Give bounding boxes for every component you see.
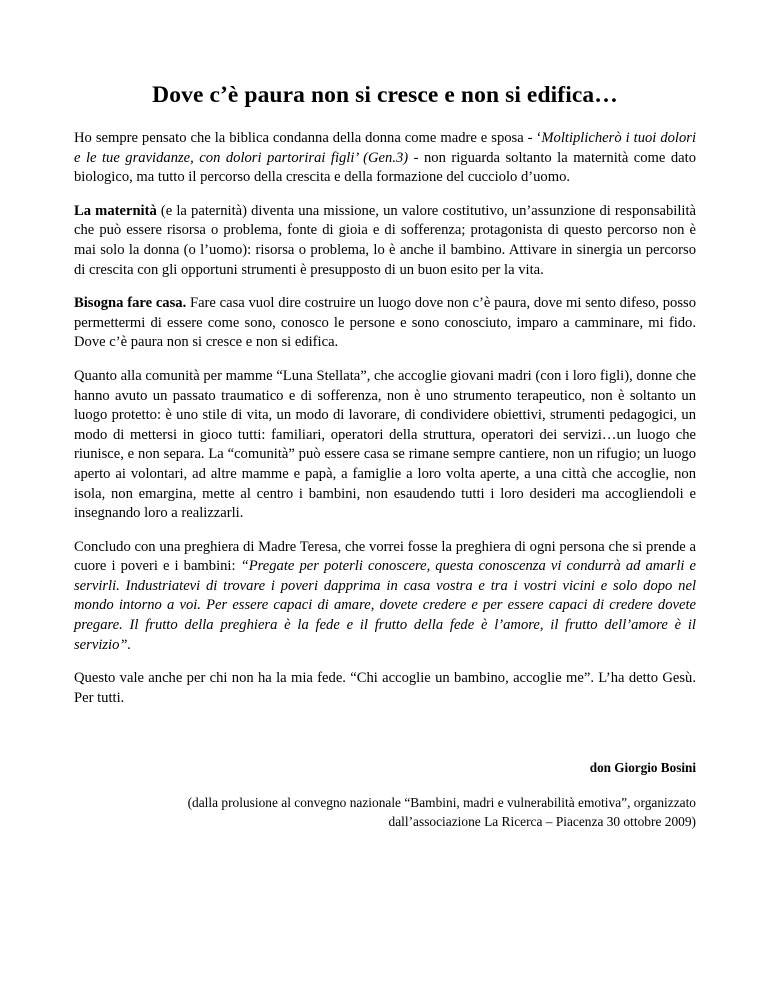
paragraph-1-text-c: - non riguarda soltanto la maternità come dato biologico, ma tutto il percorso della crescita e della formazione del cucciolo d’uomo. (74, 149, 697, 186)
author-signature: don Giorgio Bosini (589, 760, 696, 776)
paragraph-1 (74, 129, 696, 188)
source-note-line-2: dall’associazione La Ricerca – Piacenza 30 ottobre 2009) (388, 813, 696, 829)
paragraph-3 (74, 294, 696, 353)
source-note (74, 794, 696, 831)
paragraph-4: Quanto alla comunità per mamme “Luna Stellata”, che accoglie giovani madri (con i loro figli), donne che hanno avuto un passato traumatico e di sofferenza, non è uno strumento terapeutico, non è soltanto un luogo protetto: è uno stile di vita, un modo di lavorare, di condividere obiettivi, strumenti pedagogici, un modo di mettersi in gioco tutti: familiari, operatori della struttura, operatori dei servizi…un luogo che riunisce, e non separa. La “comunità” può essere casa se rimane sempre cantiere, non un rifugio; un luogo aperto ai volontari, ad altre mamme e papà, a famiglie a loro volta aperte, a una città che accoglie, non isola, non emargina, mette al centro i bambini, non esaudendo tutti i loro desideri ma accogliendoli e insegnando loro a realizzarli. (74, 367, 696, 522)
paragraph-2 (74, 202, 696, 280)
paragraph-5 (74, 538, 696, 656)
paragraph-3-text: Fare casa vuol dire costruire un luogo dove non c’è paura, dove mi sento difeso, posso permettermi di essere come sono, conosco le persone e sono conosciuto, imparo a camminare, mi fido. Dove c’è paura non si cresce e non si edifica. (74, 295, 696, 351)
paragraph-1-text-a: Ho sempre pensato che la biblica condanna della donna come madre e sposa - ‘ (74, 130, 542, 146)
paragraph-5-text: Concludo con una preghiera di Madre Teresa, che vorrei fosse la preghiera di ogni persona che si prende a cuore i poveri e i bambini: (74, 538, 696, 575)
paragraph-2-text: (e la paternità) diventa una missione, un valore costitutivo, un’assunzione di responsabilità che può essere risorsa o problema, fonte di gioia e di sofferenza; protagonista di questo percorso non è mai solo la donna (o l’uomo): risorsa o problema, lo è anche il bambino. Attivare in sinergia un percorso di crescita con gli opportuni strumenti è presupposto di un buon esito per la vita. (74, 202, 696, 278)
paragraph-3-lead: Bisogna fare casa. (74, 295, 187, 312)
document-title: Dove c’è paura non si cresce e non si edifica… (152, 82, 618, 108)
genesis-quote: Moltiplicherò i tuoi dolori e le tue gravidanze, con dolori partorirai figli’ (Gen.3) (74, 130, 696, 166)
paragraph-6: Questo vale anche per chi non ha la mia fede. “Chi accoglie un bambino, accoglie me”. L’ha detto Gesù. Per tutti. (74, 670, 696, 706)
mother-teresa-quote: “Pregate per poterli conoscere, questa conoscenza vi condurrà ad amarli e servirli. Industriatevi di trovare i poveri dapprima in casa vostra e tra i vostri vicini e solo dopo nel mondo intorno a voi. Per essere capaci di amare, dovete credere e per essere capaci di credere dovete pregare. Il frutto della preghiera è la fede e il frutto della fede è l’amore, il frutto dell’amore è il servizio”. (74, 558, 696, 653)
source-note-line-1: (dalla prolusione al convegno nazionale “Bambini, madri e vulnerabilità emotiva”, organizzato (187, 795, 696, 811)
paragraph-2-lead: La maternità (74, 202, 157, 219)
